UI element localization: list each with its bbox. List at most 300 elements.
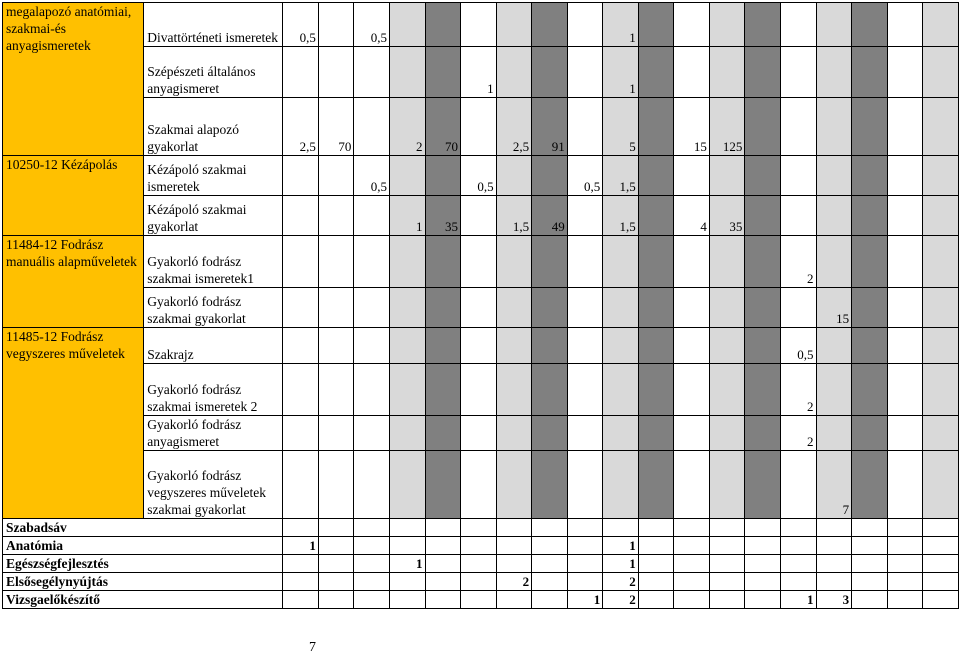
- value-cell: [923, 288, 959, 328]
- footer-value-cell: [532, 537, 568, 555]
- value-cell: [496, 288, 532, 328]
- footer-value-cell: [745, 519, 781, 537]
- footer-value-cell: [318, 573, 354, 591]
- footer-value-cell: [532, 555, 568, 573]
- footer-value-cell: [780, 573, 816, 591]
- value-cell: [389, 328, 425, 364]
- footer-value-cell: 1: [780, 591, 816, 609]
- value-cell: [496, 328, 532, 364]
- footer-value-cell: [461, 537, 497, 555]
- value-cell: 1: [603, 3, 639, 47]
- subject-cell: Szépészeti általános anyagismeret: [144, 47, 283, 98]
- footer-value-cell: [389, 591, 425, 609]
- footer-value-cell: [852, 573, 888, 591]
- value-cell: [354, 328, 390, 364]
- value-cell: [461, 98, 497, 156]
- value-cell: [603, 236, 639, 288]
- value-cell: [283, 196, 319, 236]
- value-cell: [852, 416, 888, 451]
- value-cell: [354, 451, 390, 519]
- footer-value-cell: [354, 519, 390, 537]
- value-cell: 35: [709, 196, 745, 236]
- value-cell: [532, 364, 568, 416]
- footer-value-cell: [674, 519, 710, 537]
- footer-value-cell: [354, 537, 390, 555]
- value-cell: [318, 451, 354, 519]
- value-cell: [283, 236, 319, 288]
- value-cell: [816, 47, 852, 98]
- subject-cell: Gyakorló fodrász szakmai ismeretek1: [144, 236, 283, 288]
- value-cell: [638, 364, 674, 416]
- value-cell: [923, 3, 959, 47]
- value-cell: [389, 3, 425, 47]
- footer-value-cell: [852, 591, 888, 609]
- value-cell: 7: [816, 451, 852, 519]
- footer-value-cell: [638, 555, 674, 573]
- value-cell: 5: [603, 98, 639, 156]
- value-cell: [887, 328, 923, 364]
- value-cell: [852, 288, 888, 328]
- footer-value-cell: [567, 519, 603, 537]
- value-cell: [745, 47, 781, 98]
- value-cell: [567, 416, 603, 451]
- value-cell: [638, 328, 674, 364]
- value-cell: [318, 288, 354, 328]
- value-cell: [852, 451, 888, 519]
- value-cell: [780, 288, 816, 328]
- value-cell: 1: [461, 47, 497, 98]
- value-cell: [887, 98, 923, 156]
- value-cell: [283, 328, 319, 364]
- value-cell: 0,5: [354, 3, 390, 47]
- footer-value-cell: 1: [603, 555, 639, 573]
- footer-value-cell: [638, 519, 674, 537]
- footer-value-cell: [709, 519, 745, 537]
- value-cell: [638, 47, 674, 98]
- value-cell: [354, 47, 390, 98]
- value-cell: 0,5: [354, 156, 390, 196]
- footer-value-cell: [496, 555, 532, 573]
- value-cell: 0,5: [283, 3, 319, 47]
- footer-value-cell: [532, 519, 568, 537]
- value-cell: 91: [532, 98, 568, 156]
- value-cell: [496, 3, 532, 47]
- value-cell: [496, 364, 532, 416]
- footer-value-cell: 1: [283, 537, 319, 555]
- footer-label: Elsősegélynyújtás: [3, 573, 283, 591]
- footer-value-cell: [674, 573, 710, 591]
- value-cell: 2: [780, 416, 816, 451]
- value-cell: [567, 364, 603, 416]
- value-cell: [887, 236, 923, 288]
- footer-value-cell: [354, 555, 390, 573]
- value-cell: 49: [532, 196, 568, 236]
- value-cell: [852, 196, 888, 236]
- curriculum-table-body: [3, 3, 959, 609]
- value-cell: [816, 156, 852, 196]
- value-cell: [780, 98, 816, 156]
- value-cell: [283, 416, 319, 451]
- value-cell: [461, 196, 497, 236]
- footer-value-cell: [852, 555, 888, 573]
- value-cell: [461, 416, 497, 451]
- value-cell: [923, 328, 959, 364]
- value-cell: 70: [425, 98, 461, 156]
- footer-value-cell: 1: [603, 537, 639, 555]
- footer-value-cell: [674, 537, 710, 555]
- value-cell: [709, 451, 745, 519]
- value-cell: 1,5: [496, 196, 532, 236]
- value-cell: [923, 416, 959, 451]
- value-cell: [887, 156, 923, 196]
- footer-value-cell: [425, 537, 461, 555]
- footer-value-cell: [283, 591, 319, 609]
- footer-label: Anatómia: [3, 537, 283, 555]
- footer-value-cell: [389, 573, 425, 591]
- value-cell: [638, 196, 674, 236]
- footer-row: [3, 519, 959, 537]
- footer-value-cell: [461, 519, 497, 537]
- value-cell: [425, 3, 461, 47]
- value-cell: [923, 47, 959, 98]
- table-row: [3, 288, 959, 328]
- value-cell: [425, 451, 461, 519]
- value-cell: [354, 236, 390, 288]
- value-cell: [496, 47, 532, 98]
- value-cell: [532, 416, 568, 451]
- table-row: [3, 328, 959, 364]
- value-cell: 2,5: [496, 98, 532, 156]
- value-cell: [852, 328, 888, 364]
- value-cell: [603, 364, 639, 416]
- value-cell: [603, 451, 639, 519]
- value-cell: [603, 328, 639, 364]
- value-cell: [567, 451, 603, 519]
- footer-value-cell: [283, 519, 319, 537]
- value-cell: [567, 3, 603, 47]
- subject-cell: Kézápoló szakmai gyakorlat: [144, 196, 283, 236]
- value-cell: [674, 416, 710, 451]
- table-row: [3, 451, 959, 519]
- value-cell: 2,5: [283, 98, 319, 156]
- value-cell: 125: [709, 98, 745, 156]
- value-cell: [852, 236, 888, 288]
- value-cell: [816, 364, 852, 416]
- footer-value-cell: [638, 591, 674, 609]
- value-cell: [887, 288, 923, 328]
- value-cell: [638, 3, 674, 47]
- subject-cell: Gyakorló fodrász szakmai ismeretek 2: [144, 364, 283, 416]
- footer-label: Egészségfejlesztés: [3, 555, 283, 573]
- footer-value-cell: [354, 591, 390, 609]
- value-cell: [709, 416, 745, 451]
- value-cell: [674, 451, 710, 519]
- value-cell: [283, 451, 319, 519]
- value-cell: [780, 196, 816, 236]
- footer-value-cell: [709, 591, 745, 609]
- value-cell: [745, 98, 781, 156]
- value-cell: [354, 196, 390, 236]
- value-cell: [887, 3, 923, 47]
- footer-value-cell: [923, 591, 959, 609]
- value-cell: 0,5: [567, 156, 603, 196]
- value-cell: [674, 156, 710, 196]
- footer-value-cell: [923, 519, 959, 537]
- footer-value-cell: [389, 537, 425, 555]
- value-cell: [923, 364, 959, 416]
- value-cell: 2: [780, 364, 816, 416]
- value-cell: [709, 47, 745, 98]
- footer-value-cell: [318, 555, 354, 573]
- footer-value-cell: [496, 537, 532, 555]
- footer-value-cell: [674, 591, 710, 609]
- value-cell: 0,5: [780, 328, 816, 364]
- table-row: [3, 156, 959, 196]
- value-cell: [354, 416, 390, 451]
- value-cell: [567, 236, 603, 288]
- value-cell: [923, 451, 959, 519]
- value-cell: [780, 156, 816, 196]
- value-cell: [674, 364, 710, 416]
- value-cell: [745, 156, 781, 196]
- footer-value-cell: [745, 537, 781, 555]
- value-cell: [425, 156, 461, 196]
- footer-value-cell: [318, 537, 354, 555]
- value-cell: [532, 288, 568, 328]
- value-cell: [780, 451, 816, 519]
- value-cell: [425, 288, 461, 328]
- value-cell: [923, 236, 959, 288]
- value-cell: [283, 288, 319, 328]
- value-cell: [709, 364, 745, 416]
- value-cell: [532, 47, 568, 98]
- value-cell: [780, 3, 816, 47]
- footer-label: Vizsgaelőkészítő: [3, 591, 283, 609]
- footer-value-cell: [318, 591, 354, 609]
- value-cell: 2: [389, 98, 425, 156]
- footer-value-cell: [425, 573, 461, 591]
- footer-value-cell: [603, 519, 639, 537]
- value-cell: [745, 451, 781, 519]
- value-cell: [923, 196, 959, 236]
- value-cell: [318, 364, 354, 416]
- subject-cell: Szakrajz: [144, 328, 283, 364]
- footer-value-cell: [461, 573, 497, 591]
- value-cell: [318, 196, 354, 236]
- value-cell: [318, 3, 354, 47]
- table-row: [3, 98, 959, 156]
- footer-value-cell: [674, 555, 710, 573]
- value-cell: [674, 3, 710, 47]
- footer-value-cell: [461, 555, 497, 573]
- footer-row: [3, 555, 959, 573]
- footer-value-cell: [496, 591, 532, 609]
- footer-value-cell: 1: [389, 555, 425, 573]
- value-cell: [567, 196, 603, 236]
- footer-value-cell: 2: [603, 573, 639, 591]
- footer-value-cell: [567, 537, 603, 555]
- footer-value-cell: [887, 573, 923, 591]
- value-cell: [389, 416, 425, 451]
- footer-value-cell: [709, 573, 745, 591]
- footer-value-cell: [532, 591, 568, 609]
- subject-cell: Szakmai alapozó gyakorlat: [144, 98, 283, 156]
- value-cell: [354, 288, 390, 328]
- value-cell: 1,5: [603, 156, 639, 196]
- footer-value-cell: [887, 519, 923, 537]
- value-cell: [496, 156, 532, 196]
- footer-row: [3, 573, 959, 591]
- footer-value-cell: [852, 519, 888, 537]
- value-cell: [567, 47, 603, 98]
- value-cell: [887, 416, 923, 451]
- footer-value-cell: 2: [496, 573, 532, 591]
- value-cell: [923, 98, 959, 156]
- value-cell: [389, 47, 425, 98]
- value-cell: [425, 328, 461, 364]
- footer-value-cell: [887, 537, 923, 555]
- table-row: [3, 3, 959, 47]
- footer-value-cell: 1: [567, 591, 603, 609]
- subject-cell: Gyakorló fodrász anyagismeret: [144, 416, 283, 451]
- value-cell: [709, 156, 745, 196]
- value-cell: 70: [318, 98, 354, 156]
- value-cell: [923, 156, 959, 196]
- footer-value-cell: [709, 555, 745, 573]
- value-cell: [816, 236, 852, 288]
- value-cell: [674, 47, 710, 98]
- value-cell: 15: [674, 98, 710, 156]
- value-cell: [354, 98, 390, 156]
- footer-value-cell: [745, 591, 781, 609]
- value-cell: [887, 47, 923, 98]
- value-cell: [887, 364, 923, 416]
- value-cell: 4: [674, 196, 710, 236]
- value-cell: [532, 3, 568, 47]
- module-cell: 11484-12 Fodrász manuális alapműveletek: [3, 236, 144, 328]
- footer-value-cell: [923, 573, 959, 591]
- footer-value-cell: [283, 573, 319, 591]
- footer-value-cell: [283, 555, 319, 573]
- module-cell: 11485-12 Fodrász vegyszeres műveletek: [3, 328, 144, 519]
- footer-value-cell: [780, 519, 816, 537]
- footer-value-cell: [923, 555, 959, 573]
- value-cell: [638, 236, 674, 288]
- value-cell: [496, 236, 532, 288]
- value-cell: [318, 47, 354, 98]
- value-cell: 15: [816, 288, 852, 328]
- value-cell: 1: [603, 47, 639, 98]
- page-number: 7: [309, 640, 316, 655]
- footer-value-cell: [354, 573, 390, 591]
- value-cell: [496, 451, 532, 519]
- value-cell: [389, 288, 425, 328]
- footer-value-cell: [780, 555, 816, 573]
- value-cell: [638, 288, 674, 328]
- module-cell: megalapozó anatómiai, szakmai-és anyagismeretek: [3, 3, 144, 156]
- value-cell: [532, 236, 568, 288]
- footer-value-cell: [816, 555, 852, 573]
- footer-value-cell: [318, 519, 354, 537]
- value-cell: [816, 3, 852, 47]
- value-cell: [816, 98, 852, 156]
- value-cell: 0,5: [461, 156, 497, 196]
- value-cell: [532, 451, 568, 519]
- value-cell: [709, 3, 745, 47]
- footer-label: Szabadsáv: [3, 519, 283, 537]
- footer-row: [3, 591, 959, 609]
- footer-value-cell: 2: [603, 591, 639, 609]
- subject-cell: Gyakorló fodrász vegyszeres műveletek szakmai gyakorlat: [144, 451, 283, 519]
- footer-value-cell: [638, 537, 674, 555]
- footer-value-cell: [389, 519, 425, 537]
- value-cell: [709, 236, 745, 288]
- footer-value-cell: [923, 537, 959, 555]
- curriculum-table: [2, 2, 959, 609]
- value-cell: [852, 364, 888, 416]
- footer-value-cell: [425, 555, 461, 573]
- value-cell: [461, 288, 497, 328]
- footer-value-cell: 3: [816, 591, 852, 609]
- value-cell: [461, 328, 497, 364]
- value-cell: [425, 416, 461, 451]
- table-row: [3, 196, 959, 236]
- value-cell: [389, 364, 425, 416]
- value-cell: [389, 236, 425, 288]
- footer-value-cell: [887, 591, 923, 609]
- value-cell: [638, 451, 674, 519]
- value-cell: [389, 156, 425, 196]
- value-cell: [425, 364, 461, 416]
- value-cell: [318, 416, 354, 451]
- footer-value-cell: [532, 573, 568, 591]
- value-cell: [603, 416, 639, 451]
- value-cell: [603, 288, 639, 328]
- value-cell: [745, 196, 781, 236]
- value-cell: [852, 156, 888, 196]
- value-cell: [674, 328, 710, 364]
- footer-value-cell: [461, 591, 497, 609]
- value-cell: [745, 236, 781, 288]
- value-cell: [852, 98, 888, 156]
- value-cell: [354, 364, 390, 416]
- value-cell: [780, 47, 816, 98]
- footer-value-cell: [425, 519, 461, 537]
- table-row: [3, 47, 959, 98]
- module-cell: 10250-12 Kézápolás: [3, 156, 144, 236]
- value-cell: [532, 156, 568, 196]
- value-cell: [745, 328, 781, 364]
- footer-value-cell: [567, 555, 603, 573]
- value-cell: [389, 451, 425, 519]
- value-cell: [318, 236, 354, 288]
- value-cell: [709, 288, 745, 328]
- value-cell: [283, 156, 319, 196]
- subject-cell: Kézápoló szakmai ismeretek: [144, 156, 283, 196]
- value-cell: [425, 47, 461, 98]
- value-cell: [461, 364, 497, 416]
- footer-value-cell: [496, 519, 532, 537]
- subject-cell: Divattörténeti ismeretek: [144, 3, 283, 47]
- value-cell: [745, 416, 781, 451]
- value-cell: [887, 451, 923, 519]
- value-cell: [745, 364, 781, 416]
- footer-value-cell: [638, 573, 674, 591]
- table-row: [3, 236, 959, 288]
- value-cell: [425, 236, 461, 288]
- value-cell: [745, 288, 781, 328]
- footer-value-cell: [709, 537, 745, 555]
